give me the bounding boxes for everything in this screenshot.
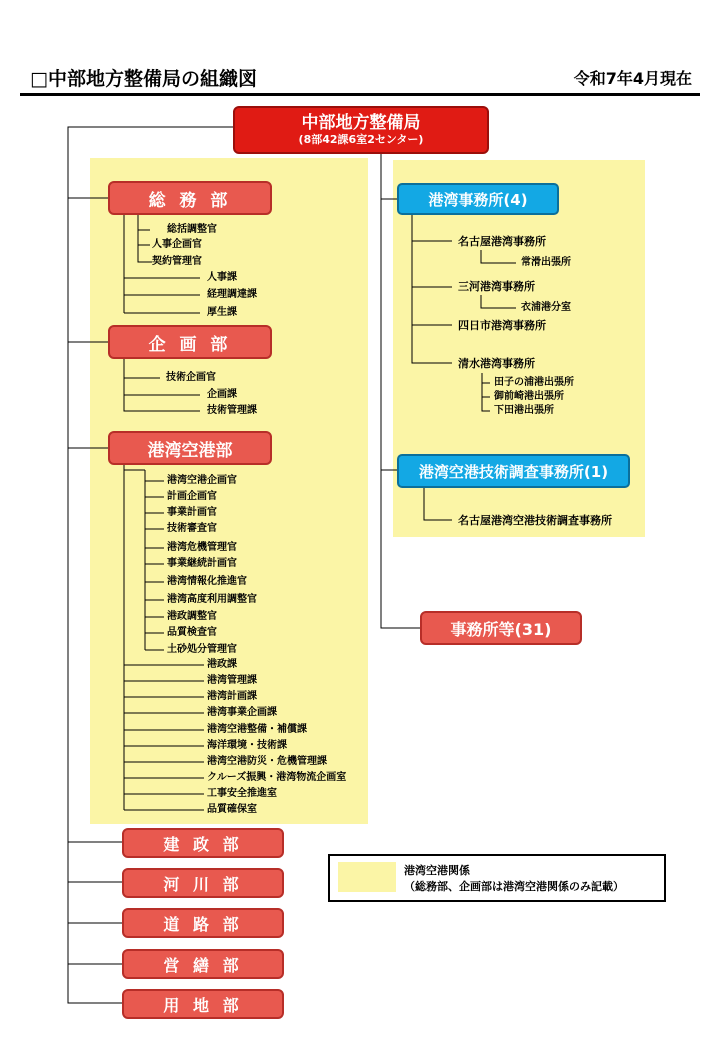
- port-office-shimizu: 清水港湾事務所: [458, 357, 535, 370]
- somu-section-2: 経理調達課: [207, 289, 257, 300]
- kowan-officer-7: 港湾情報化推進官: [167, 576, 247, 587]
- kowan-section-5: 港湾空港整備・補償課: [207, 724, 307, 735]
- somu-section-1: 人事課: [207, 272, 237, 283]
- kowan-section-10: 品質確保室: [207, 804, 257, 815]
- kowan-officer-5: 港湾危機管理官: [167, 542, 237, 553]
- kowan-section-9: 工事安全推進室: [207, 788, 277, 799]
- dept-yochi-box: [122, 989, 284, 1019]
- kowan-section-6: 海洋環境・技術課: [207, 740, 287, 751]
- kowan-officer-10: 品質検査官: [167, 627, 217, 638]
- legend-line-2: （総務部、企画部は港湾空港関係のみ記載）: [404, 880, 624, 893]
- dept-kowan-label: 港湾空港部: [147, 440, 233, 461]
- kikaku-section-1: 企画課: [207, 389, 237, 400]
- port-suboffice-kinuura: 衣浦港分室: [521, 302, 571, 313]
- port-office-yokkaichi: 四日市港湾事務所: [458, 319, 546, 332]
- port-offices-label: 港湾事務所(4): [428, 190, 528, 209]
- kowan-officer-8: 港湾高度利用調整官: [167, 594, 257, 605]
- page-title: □中部地方整備局の組織図: [30, 68, 257, 90]
- kowan-officer-6: 事業継続計画官: [167, 558, 237, 569]
- root-org-box: [233, 106, 489, 154]
- kowan-section-8: クルーズ振興・港湾物流企画室: [207, 772, 347, 783]
- kowan-officer-11: 土砂処分管理官: [167, 644, 237, 655]
- kowan-officer-4: 技術審査官: [167, 523, 217, 534]
- somu-officer-3: 契約管理官: [152, 256, 202, 267]
- other-offices-box: [420, 611, 582, 645]
- dept-kasen-label: 河 川 部: [163, 874, 243, 894]
- root-org-name: 中部地方整備局: [301, 113, 421, 133]
- dept-kikaku-label: 企 画 部: [148, 334, 232, 355]
- kowan-section-3: 港湾計画課: [207, 691, 257, 702]
- dept-somu-box: [108, 181, 272, 215]
- dept-yochi-label: 用 地 部: [163, 995, 243, 1015]
- dept-kasen-box: [122, 868, 284, 898]
- somu-officer-1: 総括調整官: [167, 224, 217, 235]
- dept-kensei-label: 建 政 部: [163, 834, 243, 854]
- dept-kensei-box: [122, 828, 284, 858]
- dept-kowan-box: [108, 431, 272, 465]
- somu-section-3: 厚生課: [207, 307, 237, 318]
- dept-doro-label: 道 路 部: [163, 914, 243, 934]
- dept-eizen-box: [122, 949, 284, 979]
- kowan-officer-2: 計画企画官: [167, 491, 217, 502]
- date-label: 令和7年4月現在: [573, 69, 692, 88]
- kowan-section-4: 港湾事業企画課: [207, 707, 277, 718]
- port-offices-box: [397, 183, 559, 215]
- legend-swatch: [338, 862, 396, 892]
- root-org-sub: (8部42課6室2センター): [298, 133, 424, 146]
- port-suboffice-tokoname: 常滑出張所: [521, 257, 571, 268]
- dept-kikaku-box: [108, 325, 272, 359]
- dept-somu-label: 総 務 部: [148, 190, 232, 211]
- port-office-nagoya: 名古屋港湾事務所: [458, 235, 546, 248]
- somu-officer-2: 人事企画官: [152, 239, 202, 250]
- dept-eizen-label: 営 繕 部: [163, 955, 243, 975]
- kikaku-officer-1: 技術企画官: [166, 372, 216, 383]
- other-offices-label: 事務所等(31): [450, 619, 552, 639]
- tech-survey-office-box: [397, 454, 630, 488]
- kowan-officer-3: 事業計画官: [167, 507, 217, 518]
- kowan-officer-1: 港湾空港企画官: [167, 475, 237, 486]
- tech-survey-office-nagoya: 名古屋港湾空港技術調査事務所: [458, 514, 612, 527]
- kikaku-section-2: 技術管理課: [207, 405, 257, 416]
- port-office-mikawa: 三河港湾事務所: [458, 280, 535, 293]
- kowan-officer-9: 港政調整官: [167, 611, 217, 622]
- tech-survey-office-label: 港湾空港技術調査事務所(1): [418, 462, 609, 481]
- port-suboffice-omaezaki: 御前崎港出張所: [494, 391, 564, 402]
- port-suboffice-tagonoura: 田子の浦港出張所: [494, 377, 574, 388]
- dept-doro-box: [122, 908, 284, 938]
- kowan-section-1: 港政課: [207, 659, 237, 670]
- port-suboffice-shimoda: 下田港出張所: [494, 405, 554, 416]
- legend-line-1: 港湾空港関係: [404, 864, 470, 877]
- kowan-section-7: 港湾空港防災・危機管理課: [207, 756, 327, 767]
- kowan-section-2: 港湾管理課: [207, 675, 257, 686]
